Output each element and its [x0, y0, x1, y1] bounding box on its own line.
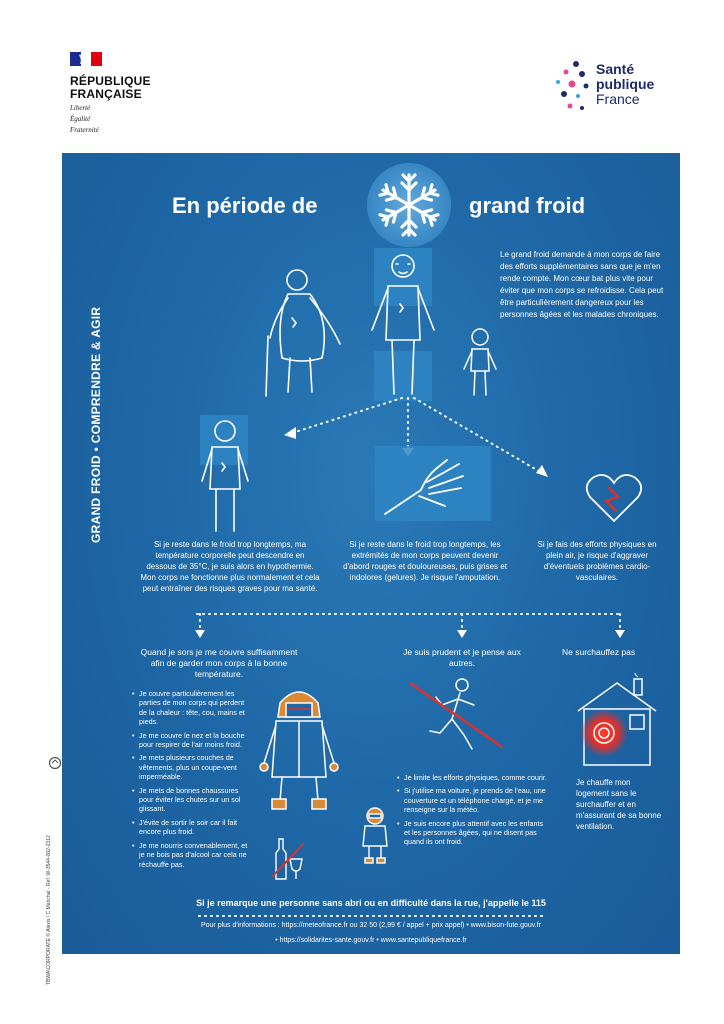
adult-man-illustration [362, 248, 444, 398]
spf-dots-icon [552, 58, 596, 118]
motto-fraternite: Fraternité [70, 126, 99, 134]
cover-item: • Je couvre particulièrement les parties de mon corps qui perdent de la chaleur : tête, cou, mains et pieds. [132, 689, 252, 727]
spf-line3: France [596, 91, 640, 107]
hypothermia-caption: Si je reste dans le froid trop longtemps, ma température corporelle peut descendre en dessous de 35°C, je suis alors en hypothermie. Mon corps ne fonctionne plus normalement et cela peut entraîner des risques graves pour ma santé. [140, 540, 320, 593]
heating-heading: Ne surchauffez pas [562, 647, 636, 657]
print-credit: TBWA\CORPORATE © Alexis / C.Marichal - Réf. W-3544-002-2312 [46, 835, 52, 985]
small-child-illustration [357, 806, 393, 864]
grand-froid-poster [62, 153, 680, 954]
recycle-icon [48, 756, 62, 770]
spf-wordmark [596, 62, 654, 107]
intro-paragraph: Le grand froid demande à mon corps de faire des efforts supplémentaires sans que je m'en rende compte. Mon cœur bat plus vite pour éviter que mon corps se refroidisse. Cela peut être particulièrement dangereux pour les personnes âgées et les malades chroniques. [500, 250, 664, 319]
snowflake-badge [367, 163, 451, 247]
heart-icon [584, 471, 644, 525]
no-alcohol-icon [270, 835, 306, 881]
motto-liberte: Liberté [70, 104, 91, 112]
cover-heading: Quand je sors je me couvre suffisamment afin de garder mon corps à la bonne température. [140, 647, 298, 679]
sante-publique-france-logo [552, 58, 672, 128]
footer-115-line: Si je remarque une personne sans abri ou en difficulté dans la rue, j'appelle le 115 [196, 898, 546, 908]
frostbite-caption: Si je reste dans le froid trop longtemps, les extrémités de mon corps peuvent devenir d'abord rouges et douloureuses, puis grises et indolores (gelures). Je risque l'amputation. [343, 540, 507, 582]
spf-line2: publique [596, 76, 655, 92]
marianne-icon [70, 52, 102, 66]
footer-divider [197, 913, 547, 919]
cover-list [132, 689, 252, 873]
snowflake-icon [367, 163, 451, 247]
footer-info-line1: Pour plus d'informations : https://meteofrance.fr ou 32 50 (2,99 € / appel + prix appel) • www.bison-fute.gouv.fr [200, 922, 542, 929]
footer-info-line2: • https://solidarites-sante.gouv.fr • www.santepubliquefrance.fr [275, 937, 467, 944]
republique-line2: FRANÇAISE [70, 87, 142, 101]
prudent-item: • Si j'utilise ma voiture, je prends de l'eau, une couverture et un téléphone chargé, et je me renseigne sur la météo. [397, 786, 549, 814]
frozen-hand-illustration [375, 446, 491, 521]
child-illustration [460, 325, 500, 397]
prudent-heading: Je suis prudent et je pense aux autres. [403, 647, 521, 668]
bundled-person-illustration [258, 681, 340, 813]
house-heater-illustration [574, 673, 660, 769]
elderly-person-illustration [252, 258, 352, 398]
cover-item: • Je mets plusieurs couches de vêtements, plus un coupe-vent imperméable. [132, 753, 252, 781]
cover-item: • Je me couvre le nez et la bouche pour respirer de l'air moins froid. [132, 731, 252, 750]
cardio-caption: Si je fais des efforts physiques en plein air, je risque d'aggraver d'éventuels problèmes cardio-vasculaires. [537, 540, 657, 582]
motto-egalite: Égalité [70, 115, 91, 123]
republique-line1: RÉPUBLIQUE [70, 74, 151, 88]
heating-text: Je chauffe mon logement sans le surchauffer et en m'assurant de sa bonne ventilation. [576, 778, 662, 831]
prudent-list [397, 773, 549, 851]
title-right: grand froid [469, 193, 586, 218]
no-running-illustration [402, 675, 512, 755]
spf-line1: Santé [596, 61, 635, 77]
vertical-section-label: GRAND FROID • COMPRENDRE & AGIR [89, 306, 103, 543]
section-separator [192, 608, 632, 640]
cover-item: • Je me nourris convenablement, et je ne bois pas d'alcool car cela ne réchauffe pas. [132, 841, 252, 869]
prudent-item: • Je suis encore plus attentif avec les enfants et les personnes âgées, qui ne disent pas quand ils ont froid. [397, 819, 549, 847]
republique-francaise-logo [70, 52, 170, 134]
cover-item: • J'évite de sortir le soir car il fait encore plus froid. [132, 818, 252, 837]
title-left: En période de [172, 193, 318, 218]
cover-item: • Je mets de bonnes chaussures pour éviter les chutes sur un sol glissant. [132, 786, 252, 814]
prudent-item: • Je limite les efforts physiques, comme courir. [397, 773, 549, 782]
hypothermia-figure-illustration [190, 415, 260, 535]
